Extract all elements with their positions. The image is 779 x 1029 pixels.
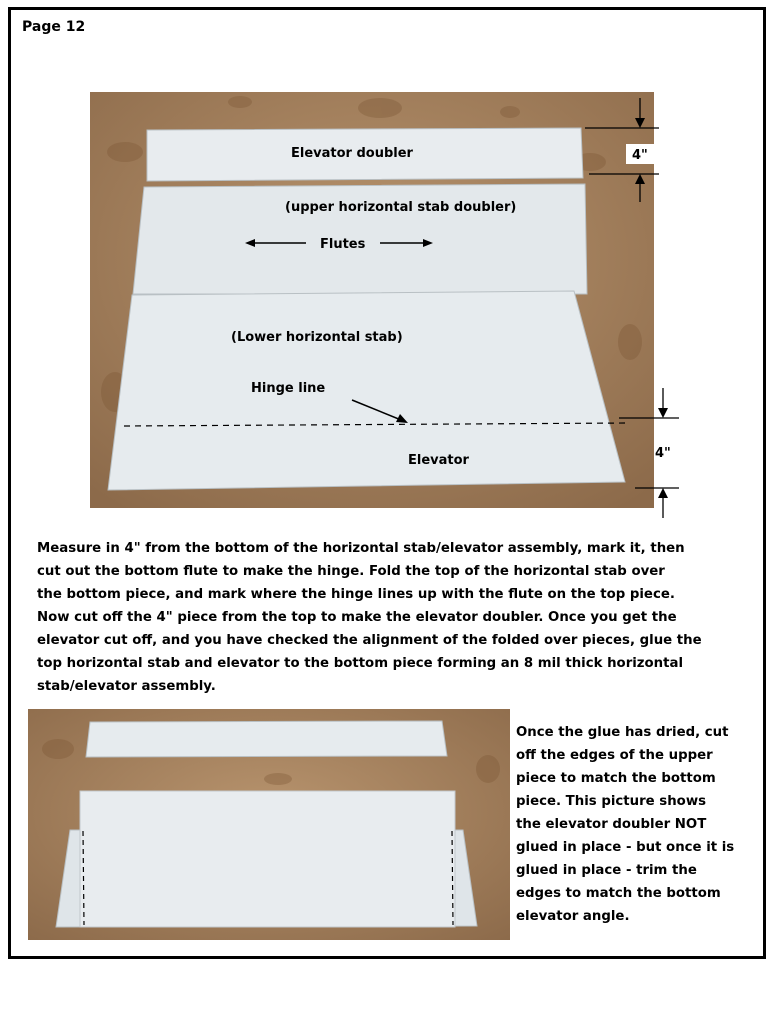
dim-bottom-label: 4" (655, 446, 671, 461)
label-lower-stab: (Lower horizontal stab) (231, 330, 403, 345)
label-elevator: Elevator (408, 453, 469, 468)
instruction-paragraph-1: Measure in 4" from the bottom of the horizontal stab/elevator assembly, mark it, then cut out the bottom flute to make the hinge. Fold the top of the horizontal stab over the bottom piece, and mark where the hinge lines up with the flute on the top piece. Now cut off the 4" piece from the top to make the elevator doubler. Once you get the elevator cut off, and you have checked the alignment of the folded over pieces, glue the top horizontal stab and elevator to the bottom piece forming an 8 mil thick horizontal stab/elevator assembly. (37, 541, 702, 694)
label-hinge-line: Hinge line (251, 381, 326, 396)
arrow-up-icon (658, 488, 668, 498)
page-number: Page 12 (22, 19, 86, 35)
arrow-up-icon (635, 174, 645, 184)
dimension-annotations (571, 92, 691, 522)
lower-stab-sheet (108, 291, 625, 490)
trim-photo-svg (28, 709, 510, 940)
arrow-down-icon (658, 408, 668, 418)
page-frame (8, 7, 766, 959)
upper-stab-piece (80, 791, 455, 927)
label-upper-stab-doubler: (upper horizontal stab doubler) (285, 200, 517, 215)
label-flutes: Flutes (320, 237, 366, 252)
instruction-paragraph-2: Once the glue has dried, cut off the edges of the upper piece to match the bottom piece. This picture shows the elevator doubler NOT glued in place - but once it is glued in place - trim the edges to match the bottom elevator angle. (516, 725, 735, 924)
doubler-strip (86, 721, 447, 757)
dim-top-label: 4" (632, 148, 648, 163)
assembly-photo (90, 92, 654, 508)
arrow-down-icon (635, 118, 645, 128)
assembly-photo-svg (90, 92, 654, 508)
label-elevator-doubler: Elevator doubler (291, 146, 413, 161)
trim-photo (28, 709, 510, 940)
